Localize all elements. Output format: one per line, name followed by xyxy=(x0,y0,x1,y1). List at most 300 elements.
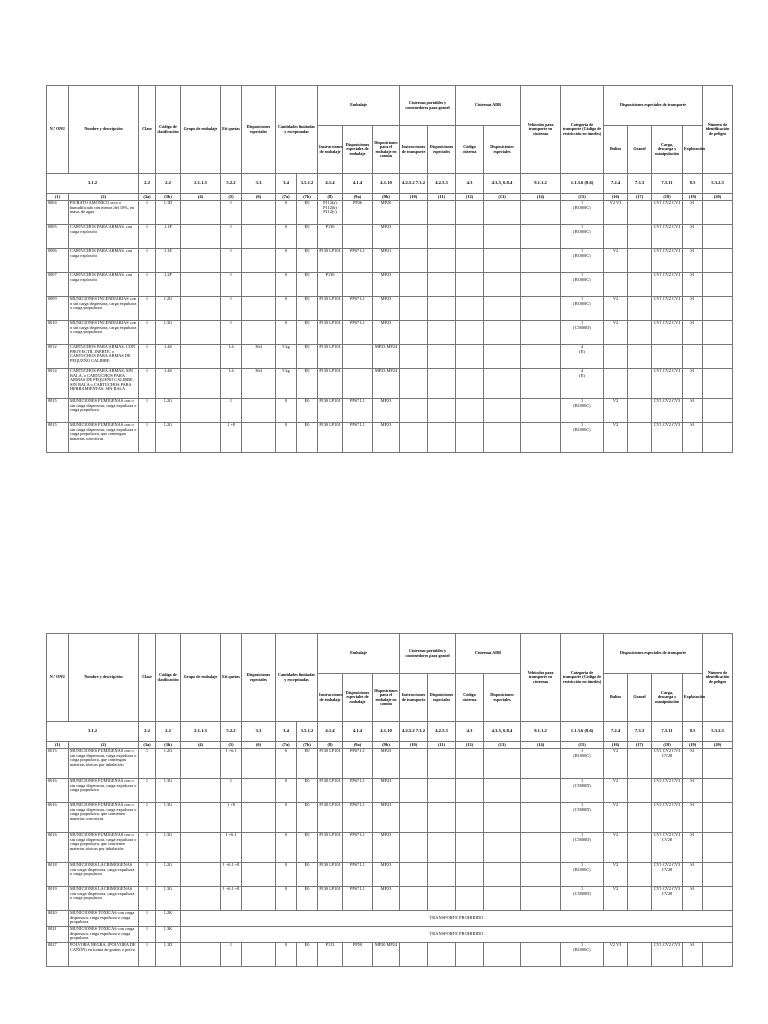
tank-vehicle-cell xyxy=(521,833,561,863)
ref-cell: 2.2 xyxy=(139,722,156,742)
transport-category-value: 1 xyxy=(580,272,584,277)
excepted-quantity-cell: E0 xyxy=(297,749,318,779)
excepted-quantity-cell: E0 xyxy=(297,779,318,803)
portable-tank-special-cell xyxy=(428,399,456,423)
excepted-quantity-cell: E0 xyxy=(297,833,318,863)
transport-category-cell xyxy=(561,803,604,833)
hazard-number-cell xyxy=(703,399,733,423)
packing-group-cell xyxy=(181,249,221,273)
loading-cell: CV1 CV2 CV3 xyxy=(652,321,683,345)
transport-category-value: 1 xyxy=(580,942,584,947)
hazard-number-cell xyxy=(703,369,733,399)
mixed-packing-cell: MP23 xyxy=(373,423,400,453)
hazard-number-cell xyxy=(703,833,733,863)
class-cell: 1 xyxy=(139,833,156,863)
header-adr-codigo: Código cisterna xyxy=(456,674,484,722)
packing-special-cell xyxy=(343,225,373,249)
ref-cell: 4.1.10 xyxy=(373,722,400,742)
labels-cell: 1 +8 xyxy=(221,423,242,453)
tunnel-code-value: (C5000D) xyxy=(573,782,591,788)
portable-tank-instr-cell xyxy=(400,225,428,249)
adr-tank-code-cell xyxy=(456,249,484,273)
un-number-cell: 0015 xyxy=(47,749,69,779)
un-number-cell: 0004 xyxy=(47,201,69,225)
header-clase: Clase xyxy=(139,86,156,174)
transport-category-value: 1 xyxy=(580,200,584,205)
loading-cell: CV1 CV2 CV3 xyxy=(652,297,683,321)
table-row xyxy=(47,833,733,863)
adr-tank-special-cell xyxy=(484,249,521,273)
packing-instructions-cell: P113 xyxy=(318,943,343,967)
column-number-cell: (13) xyxy=(484,742,521,749)
packing-group-cell xyxy=(181,369,221,399)
labels-cell: 1 xyxy=(221,399,242,423)
packages-cell: V2 V3 xyxy=(604,201,628,225)
tunnel-code-value: (B1000C) xyxy=(573,752,591,758)
tank-vehicle-cell xyxy=(521,887,561,911)
transport-category-value: 1 xyxy=(580,778,584,783)
ref-cell: 3.4 xyxy=(276,722,297,742)
header-granel: Granel xyxy=(628,126,652,174)
tunnel-code-value: (B1000C) xyxy=(573,300,591,306)
mixed-packing-cell: MP23 MP24 xyxy=(373,369,400,399)
ref-cell: 9.1.1.2 xyxy=(521,722,561,742)
labels-cell: 1.4 xyxy=(221,369,242,399)
class-cell: 1 xyxy=(139,943,156,967)
header-un: N.º ONU xyxy=(47,86,69,174)
tunnel-code-value: (B1000C) xyxy=(573,252,591,258)
un-number-cell: 0018 xyxy=(47,863,69,887)
tank-vehicle-cell xyxy=(521,297,561,321)
packages-cell xyxy=(604,273,628,297)
reference-row xyxy=(47,722,733,742)
bulk-cell xyxy=(628,273,652,297)
table-row xyxy=(47,369,733,399)
table-row xyxy=(47,249,733,273)
un-number-cell: 0012 xyxy=(47,345,69,369)
operation-cell: S1 xyxy=(683,297,703,321)
tunnel-code-value: (B1000C) xyxy=(573,204,591,210)
special-provisions-cell xyxy=(242,399,276,423)
limited-quantity-cell: 0 xyxy=(276,321,297,345)
excepted-quantity-cell: E0 xyxy=(297,369,318,399)
description-cell: MUNICIONES FUMÍGENAS con o sin carga dispersora, carga expulsora o carga propulsora xyxy=(69,779,139,803)
portable-tank-special-cell xyxy=(428,369,456,399)
special-provisions-cell xyxy=(242,833,276,863)
limited-quantity-cell: 0 xyxy=(276,273,297,297)
excepted-quantity-cell: E0 xyxy=(297,943,318,967)
description-cell: MUNICIONES LACRIMÓGENAS con carga dispersora, carga expulsora o carga propulsora xyxy=(69,887,139,911)
packing-instructions-cell: P130 LP101 xyxy=(318,399,343,423)
classification-code-cell: 1.1E xyxy=(156,249,181,273)
packing-instructions-cell: P130 LP101 xyxy=(318,297,343,321)
packing-special-cell: PP67 L1 xyxy=(343,399,373,423)
table-row xyxy=(47,297,733,321)
packing-instructions-cell: P130 LP101 xyxy=(318,887,343,911)
transport-category-cell xyxy=(561,399,604,423)
mixed-packing-cell: MP23 xyxy=(373,887,400,911)
header-adr-codigo: Código cisterna xyxy=(456,126,484,174)
loading-cell: CV1 CV2 CV3 xyxy=(652,399,683,423)
packing-instructions-cell: P130 LP101 xyxy=(318,345,343,369)
description-cell: MUNICIONES FUMÍGENAS con o sin carga dispersora, carga expulsora o carga propulsora, que contienen materias corrosivas xyxy=(69,803,139,833)
bulk-cell xyxy=(628,863,652,887)
adr-tank-special-cell xyxy=(484,399,521,423)
limited-quantity-cell: 0 xyxy=(276,423,297,453)
transport-category-cell xyxy=(561,345,604,369)
ref-cell: 5.3.2.3 xyxy=(703,722,733,742)
transport-category-value: 1 xyxy=(580,248,584,253)
operation-cell: S1 xyxy=(683,423,703,453)
adr-tank-code-cell xyxy=(456,779,484,803)
operation-cell xyxy=(683,345,703,369)
transport-prohibited-cell: TRANSPORTE PROHIBIDO xyxy=(181,911,733,927)
column-number-cell: (15) xyxy=(561,194,604,201)
bulk-cell xyxy=(628,201,652,225)
ref-cell: 3.3 xyxy=(242,722,276,742)
column-number-cell: (11) xyxy=(428,194,456,201)
un-number-cell: 0005 xyxy=(47,225,69,249)
special-provisions-cell xyxy=(242,201,276,225)
header-cp-disp: Disposiciones especiales xyxy=(428,674,456,722)
packing-instructions-cell: P130 LP101 xyxy=(318,779,343,803)
special-provisions-cell: 364 xyxy=(242,369,276,399)
bulk-cell xyxy=(628,399,652,423)
transport-category-value: 1 xyxy=(580,802,584,807)
un-number-cell: 0006 xyxy=(47,249,69,273)
description-cell: MUNICIONES FUMÍGENAS con o sin carga dispersora, carga expulsora o carga propulsora, que contienen materias tóxicas por inhalación xyxy=(69,833,139,863)
portable-tank-instr-cell xyxy=(400,297,428,321)
description-cell: CARTUCHOS PARA ARMAS, SIN BALA, o CARTUCHOS PARA ARMAS DE PEQUEÑO CALIBRE, SIN BALA o CARTUCHOS PARA HERRAMIENTAS, SIN BALA xyxy=(69,369,139,399)
hazard-number-cell xyxy=(703,887,733,911)
header-cisternas-portatiles: Cisternas portátiles y contenedores para granel xyxy=(400,634,456,674)
ref-cell: 4.1.10 xyxy=(373,174,400,194)
portable-tank-instr-cell xyxy=(400,321,428,345)
portable-tank-instr-cell xyxy=(400,273,428,297)
adr-tank-special-cell xyxy=(484,863,521,887)
table-row xyxy=(47,423,733,453)
ref-cell: 2.2 xyxy=(156,722,181,742)
packages-cell: V2 xyxy=(604,423,628,453)
loading-cell: CV1 CV2 CV3 xyxy=(652,225,683,249)
class-cell: 1 xyxy=(139,749,156,779)
column-number-cell: (20) xyxy=(703,194,733,201)
hazard-number-cell xyxy=(703,201,733,225)
column-number-cell: (2) xyxy=(69,742,139,749)
portable-tank-instr-cell xyxy=(400,399,428,423)
table-row xyxy=(47,225,733,249)
column-number-cell: (3b) xyxy=(156,194,181,201)
loading-cell: CV1 CV2 CV3 CV28 xyxy=(652,863,683,887)
special-provisions-cell xyxy=(242,249,276,273)
header-un: N.º ONU xyxy=(47,634,69,722)
table-row xyxy=(47,943,733,967)
header-explotacion: Explotación xyxy=(683,126,703,174)
packing-special-cell: PP67 L1 xyxy=(343,749,373,779)
table-row xyxy=(47,273,733,297)
header-etiquetas: Eti quetas xyxy=(221,634,242,722)
ref-cell: 5.2.2 xyxy=(221,722,242,742)
column-number-cell: (4) xyxy=(181,194,221,201)
class-cell: 1 xyxy=(139,423,156,453)
table-row xyxy=(47,779,733,803)
classification-code-cell: 1.4S xyxy=(156,345,181,369)
adr-tank-code-cell xyxy=(456,399,484,423)
packing-special-cell: PP67 L1 xyxy=(343,803,373,833)
ref-cell: 1.1.3.6 (8.6) xyxy=(561,174,604,194)
bulk-cell xyxy=(628,369,652,399)
hazard-number-cell xyxy=(703,779,733,803)
portable-tank-instr-cell xyxy=(400,863,428,887)
ref-cell: 4.1.4 xyxy=(318,722,343,742)
packing-special-cell: PP67 L1 xyxy=(343,297,373,321)
ref-cell: 4.3.5, 6.8.4 xyxy=(484,174,521,194)
bulk-cell xyxy=(628,225,652,249)
adr-dangerous-goods-table-table2 xyxy=(46,633,733,967)
loading-cell: CV1 CV2 CV3 CV28 xyxy=(652,833,683,863)
un-number-cell: 0016 xyxy=(47,803,69,833)
column-number-cell: (1) xyxy=(47,194,69,201)
ref-cell: 4.2.5.3 xyxy=(428,174,456,194)
table-row xyxy=(47,749,733,779)
limited-quantity-cell: 0 xyxy=(276,863,297,887)
header-emb-disp: Disposiciones especiales de embalaje xyxy=(343,674,373,722)
column-number-cell: (3a) xyxy=(139,742,156,749)
loading-cell: CV1 CV2 CV3 xyxy=(652,369,683,399)
hazard-number-cell xyxy=(703,297,733,321)
ref-cell: 3.3 xyxy=(242,174,276,194)
operation-cell: S1 xyxy=(683,273,703,297)
limited-quantity-cell: 0 xyxy=(276,201,297,225)
labels-cell: 1 xyxy=(221,779,242,803)
bulk-cell xyxy=(628,803,652,833)
labels-cell: 1 xyxy=(221,225,242,249)
packing-group-cell xyxy=(181,423,221,453)
tunnel-code-value: (B1000C) xyxy=(573,402,591,408)
column-number-cell: (3b) xyxy=(156,742,181,749)
packing-special-cell: PP67 L1 xyxy=(343,779,373,803)
packing-instructions-cell: P130 LP101 xyxy=(318,749,343,779)
loading-cell xyxy=(652,345,683,369)
column-number-cell: (1) xyxy=(47,742,69,749)
header-emb-instr: Instrucciones de embalaje xyxy=(318,126,343,174)
header-emb-comun: Disposiciones para el embalaje en común xyxy=(373,674,400,722)
tank-vehicle-cell xyxy=(521,273,561,297)
table-row xyxy=(47,321,733,345)
header-name: Nombre y descripción xyxy=(69,86,139,174)
transport-category-value: 1 xyxy=(580,398,584,403)
tank-vehicle-cell xyxy=(521,345,561,369)
ref-cell: 7.5.11 xyxy=(652,722,683,742)
class-cell: 1 xyxy=(139,803,156,833)
operation-cell: S1 xyxy=(683,943,703,967)
portable-tank-special-cell xyxy=(428,943,456,967)
portable-tank-instr-cell xyxy=(400,803,428,833)
table-row xyxy=(47,911,733,927)
loading-cell: CV1 CV2 CV3 xyxy=(652,249,683,273)
tunnel-code-value: (C5000D) xyxy=(573,324,591,330)
packing-instructions-cell: P130 LP101 xyxy=(318,863,343,887)
labels-cell: 1 +6.1 xyxy=(221,749,242,779)
column-number-cell: (2) xyxy=(69,194,139,201)
portable-tank-instr-cell xyxy=(400,779,428,803)
packing-special-cell xyxy=(343,369,373,399)
column-number-cell: (7b) xyxy=(297,742,318,749)
mixed-packing-cell: MP23 xyxy=(373,273,400,297)
header-categoria: Categoría de transporte (Código de restricción en túneles) xyxy=(561,86,604,174)
packing-special-cell: PP67 L1 xyxy=(343,887,373,911)
operation-cell: S1 xyxy=(683,833,703,863)
portable-tank-special-cell xyxy=(428,749,456,779)
packing-group-cell xyxy=(181,321,221,345)
bulk-cell xyxy=(628,887,652,911)
packages-cell: V2 xyxy=(604,863,628,887)
packing-special-cell xyxy=(343,345,373,369)
limited-quantity-cell: 5 kg xyxy=(276,369,297,399)
column-number-cell: (17) xyxy=(628,194,652,201)
column-number-cell: (5) xyxy=(221,742,242,749)
loading-cell: CV1 CV2 CV3 CV28 xyxy=(652,749,683,779)
special-provisions-cell xyxy=(242,943,276,967)
loading-cell: CV1 CV2 CV3 xyxy=(652,201,683,225)
header-emb-instr: Instrucciones de embalaje xyxy=(318,674,343,722)
packing-instructions-cell: P130 LP101 xyxy=(318,369,343,399)
packing-instructions-cell: P130 LP101 xyxy=(318,423,343,453)
header-disposiciones: Disposiciones especiales xyxy=(242,634,276,722)
header-name: Nombre y descripción xyxy=(69,634,139,722)
transport-category-value: 1 xyxy=(580,862,584,867)
packing-group-cell xyxy=(181,273,221,297)
excepted-quantity-cell: E0 xyxy=(297,321,318,345)
header-embalaje: Embalaje xyxy=(318,634,400,674)
column-number-cell: (9a) xyxy=(343,194,373,201)
mixed-packing-cell: MP21 xyxy=(373,249,400,273)
packing-instructions-cell: P130 LP101 xyxy=(318,249,343,273)
classification-code-cell: 1.3G xyxy=(156,803,181,833)
packing-special-cell: PP67 L1 xyxy=(343,249,373,273)
class-cell: 1 xyxy=(139,249,156,273)
header-bultos: Bultos xyxy=(604,126,628,174)
ref-cell: 2.2 xyxy=(156,174,181,194)
classification-code-cell: 1.4S xyxy=(156,369,181,399)
description-cell: CARTUCHOS PARA ARMAS, CON PROYECTIL INERTE, o CARTUCHOS PARA ARMAS DE PEQUEÑO CALIBRE xyxy=(69,345,139,369)
header-categoria: Categoría de transporte (Código de restricción en túneles) xyxy=(561,634,604,722)
mixed-packing-cell: MP23 xyxy=(373,399,400,423)
tunnel-code-value: (C5000D) xyxy=(573,890,591,896)
limited-quantity-cell: 0 xyxy=(276,833,297,863)
loading-cell: CV1 CV2 CV3 xyxy=(652,273,683,297)
header-emb-disp: Disposiciones especiales de embalaje xyxy=(343,126,373,174)
class-cell: 1 xyxy=(139,201,156,225)
hazard-number-cell xyxy=(703,273,733,297)
packing-special-cell: PP26 xyxy=(343,201,373,225)
description-cell: CARTUCHOS PARA ARMAS, con carga explosiva xyxy=(69,225,139,249)
labels-cell: 1 +6.1 +8 xyxy=(221,863,242,887)
mixed-packing-cell: MP23 xyxy=(373,321,400,345)
limited-quantity-cell: 0 xyxy=(276,399,297,423)
ref-cell: 2.1.1.3 xyxy=(181,174,221,194)
special-provisions-cell xyxy=(242,779,276,803)
header-adr-disp: Disposiciones especiales xyxy=(484,674,521,722)
packing-group-cell xyxy=(181,345,221,369)
header-cp-instr: Instrucciones de transporte xyxy=(400,674,428,722)
classification-code-cell: 1.1D xyxy=(156,201,181,225)
special-provisions-cell xyxy=(242,803,276,833)
transport-category-cell xyxy=(561,249,604,273)
excepted-quantity-cell: E0 xyxy=(297,863,318,887)
header-grupo: Grupo de embalaje xyxy=(181,86,221,174)
header-carga: Carga, descarga y manipulación xyxy=(652,674,683,722)
adr-tank-special-cell xyxy=(484,779,521,803)
adr-tank-code-cell xyxy=(456,225,484,249)
classification-code-cell: 1.2G xyxy=(156,749,181,779)
packages-cell: V2 xyxy=(604,833,628,863)
transport-category-value: 1 xyxy=(580,886,584,891)
ref-cell: 2.2 xyxy=(139,174,156,194)
column-number-cell: (10) xyxy=(400,194,428,201)
portable-tank-special-cell xyxy=(428,345,456,369)
operation-cell: S1 xyxy=(683,321,703,345)
description-cell: MUNICIONES INCENDIARIAS con o sin carga dispersora, carga expulsora o carga propulsora xyxy=(69,321,139,345)
mixed-packing-cell: MP23 MP24 xyxy=(373,345,400,369)
column-number-cell: (11) xyxy=(428,742,456,749)
column-number-cell: (19) xyxy=(683,194,703,201)
description-cell: MUNICIONES TÓXICAS con carga dispersora, carga expulsora o carga propulsora xyxy=(69,911,139,927)
packing-group-cell xyxy=(181,749,221,779)
tank-vehicle-cell xyxy=(521,863,561,887)
mixed-packing-cell: MP23 xyxy=(373,779,400,803)
packing-instructions-cell: P130 LP101 xyxy=(318,321,343,345)
ref-cell: 7.2.4 xyxy=(604,174,628,194)
ref-cell: 4.2.5.2 7.3.2 xyxy=(400,722,428,742)
packages-cell: V2 xyxy=(604,803,628,833)
operation-cell: S1 xyxy=(683,779,703,803)
description-cell: MUNICIONES LACRIMÓGENAS con carga dispersora, carga expulsora o carga propulsora xyxy=(69,863,139,887)
tank-vehicle-cell xyxy=(521,749,561,779)
portable-tank-instr-cell xyxy=(400,943,428,967)
adr-tank-special-cell xyxy=(484,833,521,863)
transport-category-value: 1 xyxy=(580,422,584,427)
special-provisions-cell xyxy=(242,273,276,297)
table-row xyxy=(47,201,733,225)
adr-tank-code-cell xyxy=(456,345,484,369)
ref-cell: 3.5.1.2 xyxy=(297,722,318,742)
adr-tank-code-cell xyxy=(456,297,484,321)
adr-tank-special-cell xyxy=(484,943,521,967)
bulk-cell xyxy=(628,749,652,779)
packing-instructions-cell: P130 LP101 xyxy=(318,833,343,863)
classification-code-cell: 1.1D xyxy=(156,943,181,967)
transport-category-cell xyxy=(561,297,604,321)
adr-tank-special-cell xyxy=(484,321,521,345)
tunnel-code-value: (B1000C) xyxy=(573,276,591,282)
description-cell: PICRATO AMÓNICO seco o humidificado con menos del 10%, en masa, de agua xyxy=(69,201,139,225)
packages-cell xyxy=(604,369,628,399)
hazard-number-cell xyxy=(703,863,733,887)
mixed-packing-cell: MP23 xyxy=(373,749,400,779)
column-number-cell: (5) xyxy=(221,194,242,201)
special-provisions-cell xyxy=(242,321,276,345)
column-number-cell: (7a) xyxy=(276,742,297,749)
ref-cell: 3.5.1.2 xyxy=(297,174,318,194)
adr-tank-code-cell xyxy=(456,803,484,833)
column-number-cell: (12) xyxy=(456,742,484,749)
header-cisternas-adr: Cisternas ADR xyxy=(456,634,521,674)
classification-code-cell: 1.1F xyxy=(156,225,181,249)
un-number-cell: 0016 xyxy=(47,833,69,863)
table-row xyxy=(47,887,733,911)
header-cisternas-portatiles: Cisternas portátiles y contenedores para granel xyxy=(400,86,456,126)
